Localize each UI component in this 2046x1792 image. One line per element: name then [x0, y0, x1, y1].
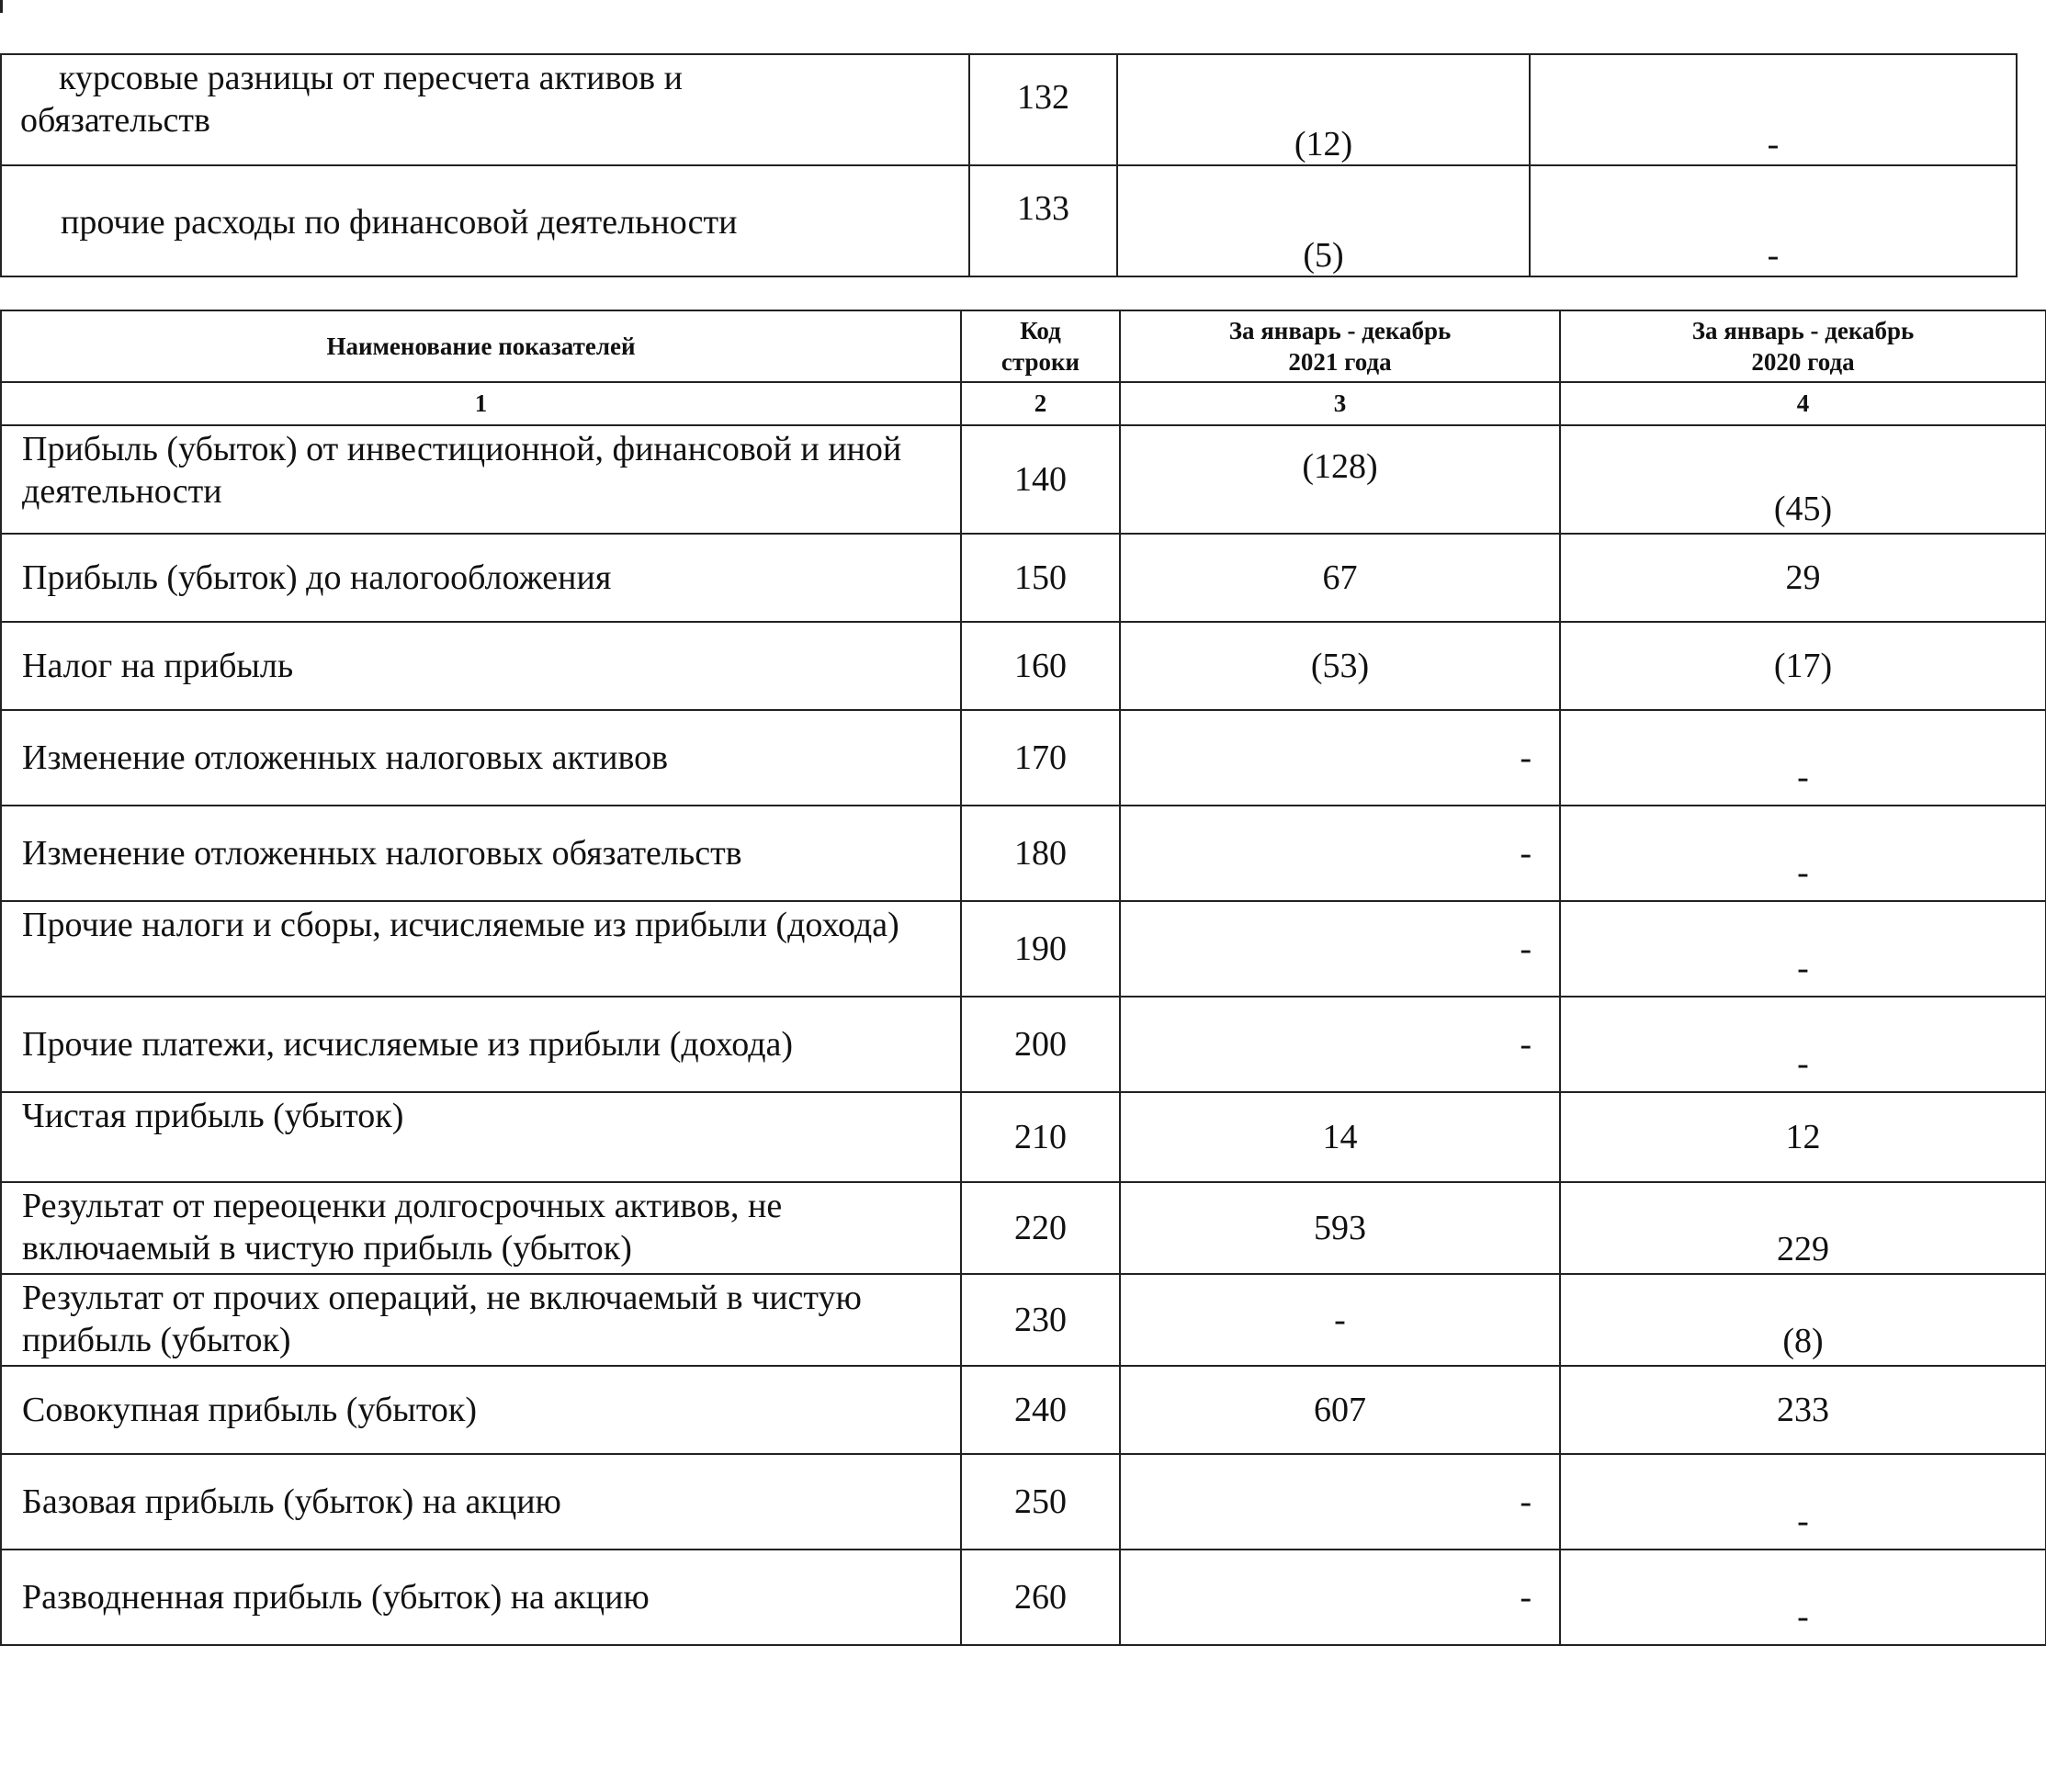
table-row	[1, 1550, 2046, 1645]
row-code: 210	[961, 1092, 1120, 1182]
row-code: 132	[969, 54, 1117, 165]
value-2021: -	[1120, 710, 1560, 806]
row-name: Прочие налоги и сборы, исчисляемые из прибыли (дохода)	[1, 901, 961, 997]
value-2020: 12	[1560, 1092, 2046, 1182]
value-2020: (17)	[1560, 622, 2046, 710]
column-number: 4	[1560, 382, 2046, 425]
value-2020: -	[1560, 710, 2046, 806]
value-2021: -	[1120, 997, 1560, 1092]
row-name: Изменение отложенных налоговых обязательств	[1, 806, 961, 901]
value-2020: -	[1560, 806, 2046, 901]
table-row	[1, 1274, 2046, 1366]
value-2021: (12)	[1117, 54, 1530, 165]
value-2020: -	[1560, 901, 2046, 997]
column-number-row	[1, 382, 2046, 425]
row-code: 220	[961, 1182, 1120, 1274]
value-2021: 607	[1120, 1366, 1560, 1454]
table-row	[1, 1182, 2046, 1274]
table-row	[1, 710, 2046, 806]
row-name: Прибыль (убыток) от инвестиционной, финансовой и иной деятельности	[1, 425, 961, 534]
header-2021	[1120, 310, 1560, 382]
row-name: Разводненная прибыль (убыток) на акцию	[1, 1550, 961, 1645]
row-name: Результат от прочих операций, не включаемый в чистую прибыль (убыток)	[1, 1274, 961, 1366]
value-2020: 233	[1560, 1366, 2046, 1454]
value-2021: -	[1120, 901, 1560, 997]
table-row	[1, 425, 2046, 534]
row-code: 240	[961, 1366, 1120, 1454]
header-2021-line2: 2021 года	[1288, 348, 1392, 376]
row-name: Изменение отложенных налоговых активов	[1, 710, 961, 806]
header-2021-line1: За январь - декабрь	[1228, 317, 1452, 344]
table-row	[1, 1366, 2046, 1454]
table-row	[1, 622, 2046, 710]
row-code: 180	[961, 806, 1120, 901]
value-2020: -	[1560, 1454, 2046, 1550]
row-code: 260	[961, 1550, 1120, 1645]
row-name: Налог на прибыль	[1, 622, 961, 710]
value-2020: 229	[1560, 1182, 2046, 1274]
row-code: 133	[969, 165, 1117, 276]
header-name: Наименование показателей	[1, 310, 961, 382]
row-code: 230	[961, 1274, 1120, 1366]
row-name: Совокупная прибыль (убыток)	[1, 1366, 961, 1454]
row-name: Базовая прибыль (убыток) на акцию	[1, 1454, 961, 1550]
value-2020: -	[1530, 165, 2017, 276]
row-name-line1: курсовые разницы от пересчета активов и	[59, 59, 683, 97]
header-code-line1: Код	[1020, 317, 1061, 344]
value-2020: -	[1560, 1550, 2046, 1645]
value-2020: (45)	[1560, 425, 2046, 534]
header-2020-line2: 2020 года	[1751, 348, 1855, 376]
table-row	[1, 997, 2046, 1092]
table-row	[1, 1454, 2046, 1550]
table-row	[1, 165, 2017, 276]
table-row	[1, 806, 2046, 901]
value-2020: -	[1530, 54, 2017, 165]
page-edge-mark	[0, 0, 3, 13]
value-2021: -	[1120, 806, 1560, 901]
table-row	[1, 1092, 2046, 1182]
value-2020: (8)	[1560, 1274, 2046, 1366]
value-2021: 67	[1120, 534, 1560, 622]
row-code: 160	[961, 622, 1120, 710]
row-code: 140	[961, 425, 1120, 534]
column-number: 1	[1, 382, 961, 425]
header-row	[1, 310, 2046, 382]
table-row	[1, 901, 2046, 997]
table-row	[1, 54, 2017, 165]
value-2021: (5)	[1117, 165, 1530, 276]
row-name: Прибыль (убыток) до налогообложения	[1, 534, 961, 622]
column-number: 2	[961, 382, 1120, 425]
row-code: 190	[961, 901, 1120, 997]
row-name: Чистая прибыль (убыток)	[1, 1092, 961, 1182]
value-2021: 593	[1120, 1182, 1560, 1274]
table-row	[1, 534, 2046, 622]
row-code: 200	[961, 997, 1120, 1092]
header-code-line2: строки	[1000, 348, 1080, 376]
header-2020	[1560, 310, 2046, 382]
value-2020: -	[1560, 997, 2046, 1092]
value-2021: -	[1120, 1274, 1560, 1366]
row-name	[1, 54, 969, 165]
row-name: Результат от переоценки долгосрочных активов, не включаемый в чистую прибыль (убыток)	[1, 1182, 961, 1274]
row-code: 150	[961, 534, 1120, 622]
row-code: 170	[961, 710, 1120, 806]
row-code: 250	[961, 1454, 1120, 1550]
column-number: 3	[1120, 382, 1560, 425]
row-name: Прочие платежи, исчисляемые из прибыли (дохода)	[1, 997, 961, 1092]
value-2021: -	[1120, 1454, 1560, 1550]
financial-results-table	[0, 310, 2046, 1646]
continuation-table	[0, 53, 2018, 277]
header-code	[961, 310, 1120, 382]
header-2020-line1: За январь - декабрь	[1691, 317, 1915, 344]
value-2021: 14	[1120, 1092, 1560, 1182]
value-2021: -	[1120, 1550, 1560, 1645]
row-name: прочие расходы по финансовой деятельности	[1, 165, 969, 276]
value-2021: (53)	[1120, 622, 1560, 710]
value-2021: (128)	[1120, 425, 1560, 534]
value-2020: 29	[1560, 534, 2046, 622]
row-name-line2: обязательств	[20, 101, 210, 140]
